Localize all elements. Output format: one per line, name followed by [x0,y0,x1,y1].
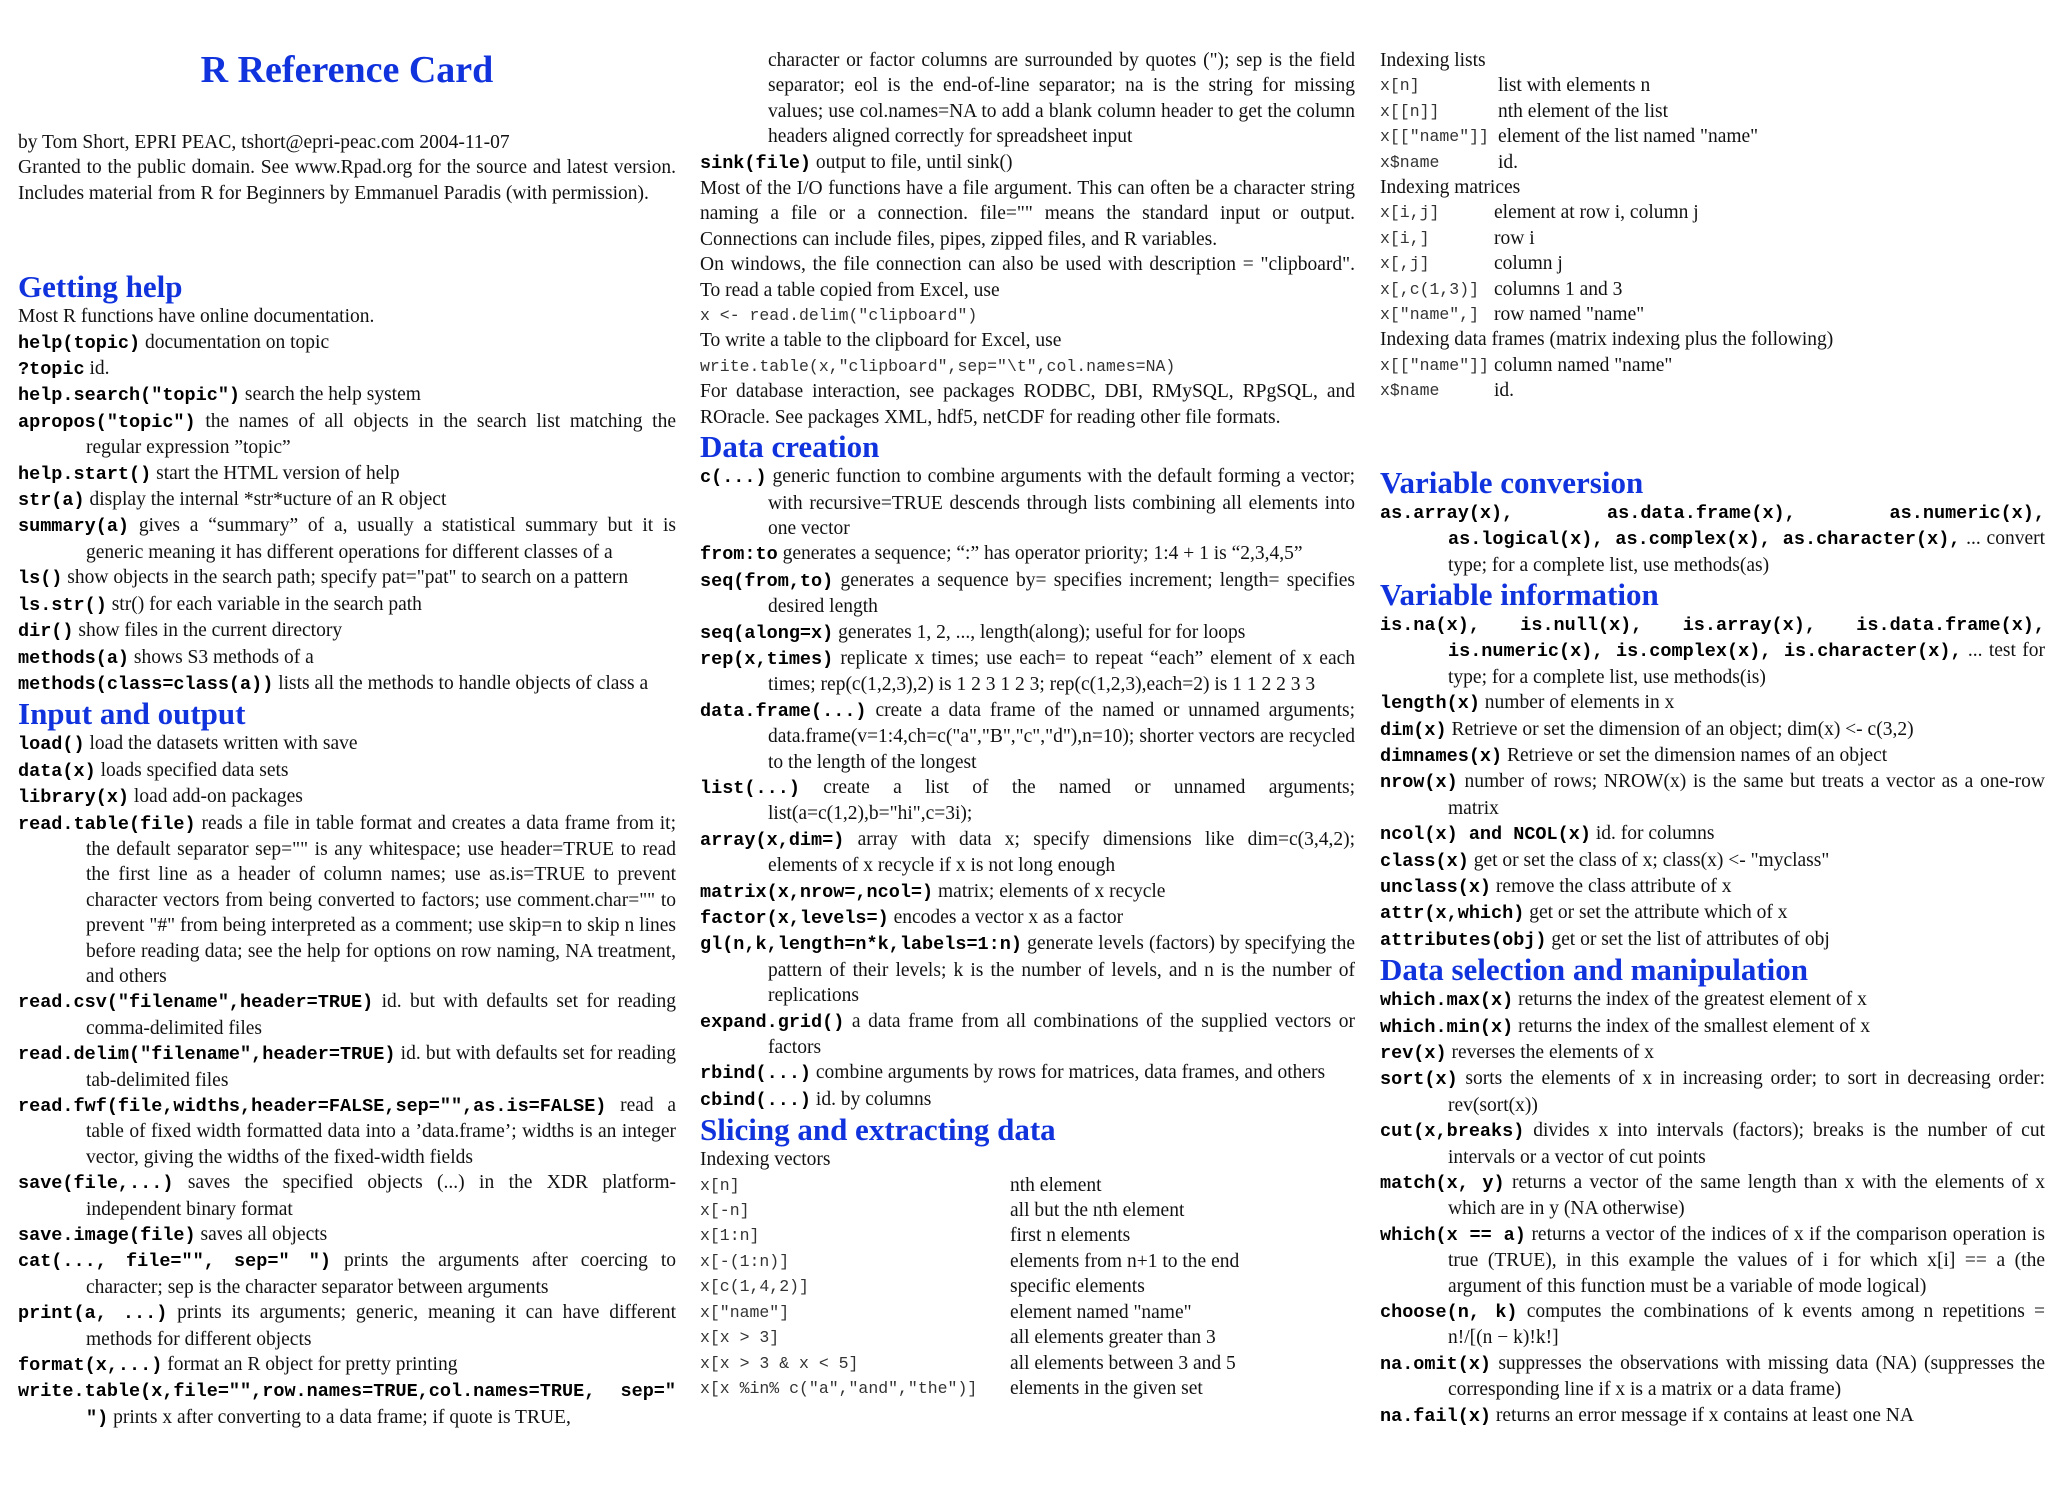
table-row [1380,226,2045,251]
entry-desc: a data frame from all combinations of the supplied vectors or factors [768,1010,1356,1059]
entry-cmd: which.min(x) [1380,1016,1514,1038]
entry [1380,1118,2045,1170]
entry-cmd: class(x) [1380,850,1469,872]
io-note-2-code: x <- read.delim("clipboard") [700,306,978,326]
entry [1380,717,2045,743]
entry-desc: ... convert type; for a complete list, use methods(as) [1448,528,2046,576]
heading-getting-help: Getting help [18,269,183,305]
entry-desc: display the internal *str*ucture of an R object [89,489,447,511]
entry [18,487,676,513]
entry-cmd: save(file,...) [18,1173,174,1195]
entry-cmd: data(x) [18,760,96,782]
index-expression: x[n] [700,1175,740,1195]
entry-cmd: array(x,dim=) [700,829,845,851]
entry [18,513,676,565]
table-row [1380,251,2045,276]
entry [1380,848,2045,874]
entry [18,592,676,618]
table-row [700,1376,1355,1401]
table-row [700,1198,1355,1223]
entry-cmd: methods(class=class(a)) [18,673,274,695]
table-row [700,1249,1355,1274]
index-description: row named "name" [1494,304,1645,326]
index-expression: x[-(1:n)] [700,1251,790,1271]
table-row [700,1351,1355,1376]
table-row [700,1274,1355,1299]
entry-desc: id. by columns [815,1088,932,1110]
entry [18,784,676,810]
heading-variable-information: Variable information [1380,576,1659,612]
entry-cmd: ls.str() [18,594,107,616]
entry-cmd: length(x) [1380,693,1480,715]
entry [700,1009,1355,1061]
index-description: row i [1494,227,1535,249]
entry-cmd: summary(a) [18,516,130,538]
write-table-continuation: character or factor columns are surrounded by quotes ("); sep is the field separator; eol is the end-of-line separator; na is the string for missing values; use col.names=NA to add a blank column header to get the column headers aligned correctly for spreadsheet input [768,50,1355,148]
entry-cmd: sink(file) [700,152,812,174]
entry-desc: load the datasets written with save [89,733,358,755]
index-description: first n elements [1010,1225,1131,1247]
entry-cmd: c(...) [700,467,767,489]
index-expression: x[["name"]] [1380,127,1489,147]
entry-cmd: cbind(...) [700,1089,812,1111]
index-expression: x["name",] [1380,305,1480,325]
entry-desc: documentation on topic [145,331,330,353]
entry-desc: replicate x times; use each= to repeat “each” element of x each times; rep(c(1,2,3),2) is 1 2 3 1 2 3; rep(c(1,2,3),each=2) is 1 1 2 2 3 3 [768,647,1356,696]
entry [18,1352,676,1378]
table-row [700,1300,1355,1325]
entry [700,775,1355,827]
heading-data-creation: Data creation [700,429,880,465]
entry [700,931,1355,1008]
entry [700,568,1355,620]
entry [18,618,676,644]
entry-desc: generates a sequence by= specifies increment; length= specifies desired length [768,569,1355,618]
index-description: elements from n+1 to the end [1010,1250,1240,1272]
index-expression: x[x %in% c("a","and","the")] [700,1378,978,1398]
table-row [700,1325,1355,1350]
index-expression: x[[n]] [1380,101,1440,121]
entry-cmd: load() [18,734,85,756]
io-note-3-code: write.table(x,"clipboard",sep="\t",col.names=NA) [700,356,1176,376]
license-text: Granted to the public domain. See www.Rpad.org for the source and latest version. Includes material from R for Beginners by Emmanuel Paradis (with permission). [18,157,676,204]
entry-cmd: dimnames(x) [1380,745,1503,767]
entry [700,827,1355,879]
entry-desc: returns a vector of the indices of x if the comparison operation is true (TRUE), in this example the values of i for which x[i] == a (the argument of this function must be a variable of mode logical) [1448,1223,2046,1297]
index-expression: x[,c(1,3)] [1380,279,1480,299]
index-description: column named "name" [1494,354,1673,376]
entry-cmd: ls() [18,568,63,590]
entry-desc: remove the class attribute of x [1495,875,1732,897]
index-expression: x[,j] [1380,254,1430,274]
entry-desc: id. but with defaults set for reading tab-delimited files [86,1043,676,1091]
entry-cmd: which(x == a) [1380,1224,1526,1246]
heading-variable-conversion: Variable conversion [1380,464,1644,500]
data-creation-list [700,464,1355,1113]
entry-cmd: str(a) [18,490,85,512]
indexing-matrices-table [1380,200,2045,327]
entry-cmd: data.frame(...) [700,700,867,722]
entry-cmd: list(...) [700,777,800,799]
entry-desc: str() for each variable in the search path [111,593,422,615]
table-row [1380,200,2045,225]
heading-slicing: Slicing and extracting data [700,1112,1056,1148]
entry-desc: the names of all objects in the search list matching the regular expression ”topic” [86,410,676,459]
entry-cmd: dir() [18,621,74,643]
entry-desc: start the HTML version of help [156,462,400,484]
entry [1380,987,2045,1013]
entry [1380,1014,2045,1040]
entry [18,1248,676,1300]
heading-input-output: Input and output [18,696,246,732]
entry-desc: shows S3 methods of a [133,646,314,668]
entry-cmd: format(x,...) [18,1355,163,1377]
index-description: element named "name" [1010,1301,1192,1323]
entry [18,565,676,591]
variable-information-entry [1380,612,2045,690]
entry-desc: suppresses the observations with missing data (NA) (suppresses the corresponding line if x is a matrix or a data frame) [1448,1352,2046,1401]
indexing-frames-title: Indexing data frames (matrix indexing plus the following) [1380,329,1834,351]
index-description: all elements between 3 and 5 [1010,1352,1236,1374]
entry-cmd: gl(n,k,length=n*k,labels=1:n) [700,934,1022,956]
entry [18,1378,676,1431]
entry-cmd: rev(x) [1380,1043,1447,1064]
entry-desc: generates 1, 2, ..., length(along); useful for for loops [838,621,1246,643]
entry [1380,1170,2045,1222]
entry [18,1093,676,1170]
entry-desc: generic function to combine arguments with the default forming a vector; with recursive=TRUE descends through lists combining all elements into one vector [768,466,1356,539]
entry-desc: divides x into intervals (factors); breaks is the number of cut intervals or a vector of cut points [1448,1120,2045,1168]
entry-desc: generates a sequence; “:” has operator priority; 1:4 + 1 is “2,3,4,5” [782,543,1303,565]
entry-desc: output to file, until sink() [815,151,1013,173]
entry-cmd: ncol(x) and NCOL(x) [1380,824,1591,846]
index-description: element at row i, column j [1494,202,1699,224]
entry-cmd: attr(x,which) [1380,903,1525,925]
table-row [1380,150,2045,175]
entry-cmd: unclass(x) [1380,876,1492,898]
indexing-lists-title: Indexing lists [1380,50,1486,71]
entry [18,461,676,487]
entry [1380,743,2045,769]
entry-cmd: from:to [700,544,778,566]
entry-desc: combine arguments by rows for matrices, data frames, and others [815,1062,1326,1084]
entry-cmd: seq(along=x) [700,622,834,644]
index-expression: x[-n] [700,1201,750,1221]
entry-cmd: write.table(x,file="",row.names=TRUE,col.names=TRUE, sep=" ") [18,1381,676,1429]
entry-sink [700,150,1355,176]
entry-desc: encodes a vector x as a factor [893,907,1124,928]
entry [1380,1351,2045,1403]
table-row [1380,378,2045,403]
entry-desc: saves all objects [200,1224,328,1246]
entry [1380,690,2045,716]
entry-cmd: help.start() [18,463,152,485]
entry-desc: generate levels (factors) by specifying the pattern of their levels; k is the number of levels, and n is the number of replications [768,933,1355,1007]
entry-cmd: attributes(obj) [1380,929,1547,951]
entry-desc: Retrieve or set the dimension names of an object [1507,744,1888,766]
page-title: R Reference Card [200,49,494,91]
entry-desc: get or set the attribute which of x [1529,902,1788,924]
index-expression: x[c(1,4,2)] [700,1277,809,1297]
index-description: element of the list named "name" [1498,126,1759,148]
entry-desc: reads a file in table format and creates a data frame from it; the default separator sep="" is any whitespace; use header=TRUE to read the first line as a header of column names; use as.is=TRUE to prevent character vectors from being converted to factors; use comment.char="" to prevent "#" from being interpreted as a comment; use skip=n to skip n lines before reading data; see the help for options on row naming, NA treatment, and others [86,812,677,987]
entry [18,811,676,990]
entry [18,409,676,461]
index-expression: x[["name"]] [1380,355,1489,375]
entry-desc: read a table of fixed width formatted data into a ’data.frame’; widths is an integer vector, giving the widths of the fixed-width fields [86,1095,676,1168]
table-row [1380,353,2045,378]
indexing-frames-table [1380,353,2045,404]
index-description: id. [1498,151,1519,173]
variable-conversion-entry [1380,500,2045,578]
entry-cmd: cat(..., file="", sep=" ") [18,1251,331,1273]
column-middle [700,0,1355,1401]
index-expression: x[x > 3] [700,1328,780,1348]
entry [18,645,676,671]
entry-cmd: na.fail(x) [1380,1405,1492,1427]
entry-desc: returns the index of the smallest element of x [1518,1015,1871,1037]
column-left [18,0,676,1431]
entry-desc: returns an error message if x contains at least one NA [1495,1404,1914,1426]
io-note-2: On windows, the file connection can also be used with description = "clipboard". To read a table copied from Excel, use [700,254,1355,301]
entry-desc: get or set the list of attributes of obj [1551,928,1830,950]
entry [1380,1222,2045,1299]
entry-desc: prints its arguments; generic, meaning it can have different methods for different objects [86,1302,677,1350]
indexing-vectors-table [700,1173,1355,1402]
entry-desc: id. [89,358,110,380]
entry-cmd: choose(n, k) [1380,1302,1518,1324]
indexing-lists-table [1380,73,2045,175]
entry-cmd: which.max(x) [1380,990,1514,1012]
index-description: columns 1 and 3 [1494,278,1623,300]
entry-cmd: factor(x,levels=) [700,908,889,929]
table-row [1380,277,2045,302]
entry-desc: load add-on packages [133,786,303,808]
entry-desc: create a data frame of the named or unnamed arguments; data.frame(v=1:4,ch=c("a","B","c","d"),n=10); shorter vectors are recycled to the length of the longest [768,699,1355,773]
entry-cmd: help.search("topic") [18,385,241,407]
entry-cmd: is.na(x), is.null(x), is.array(x), is.data.frame(x), is.numeric(x), is.complex(x), is.character(x), [1380,614,2045,663]
entry [18,330,676,356]
index-description: all but the nth element [1010,1200,1185,1222]
entry-desc: ... test for type; for a complete list, use methods(is) [1448,640,2045,688]
entry-desc: matrix; elements of x recycle [938,880,1166,902]
entry [1380,1299,2045,1351]
entry-cmd: rbind(...) [700,1063,812,1085]
entry-desc: number of rows; NROW(x) is the same but treats a vector as a one-row matrix [1448,771,2046,819]
table-row [700,1223,1355,1248]
entry-cmd: save.image(file) [18,1225,196,1247]
entry-desc: saves the specified objects (...) in the XDR platform-independent binary format [86,1172,677,1220]
index-expression: x$name [1380,152,1440,172]
entry [700,464,1355,541]
input-output-list [18,731,676,1431]
entry-cmd: match(x, y) [1380,1173,1505,1195]
table-row [700,1173,1355,1198]
io-note-4: For database interaction, see packages RODBC, DBI, RMySQL, RPgSQL, and ROracle. See packages XML, hdf5, netCDF for reading other file formats. [700,381,1355,428]
entry-desc: returns a vector of the same length than x with the elements of x which are in y (NA otherwise) [1448,1172,2046,1220]
entry [18,1041,676,1093]
entry [700,541,1355,567]
entry-desc: prints x after converting to a data frame; if quote is TRUE, [113,1406,571,1428]
index-description: nth element [1010,1174,1102,1196]
getting-help-list [18,330,676,698]
entry [700,698,1355,775]
entry-desc: array with data x; specify dimensions like dim=c(3,4,2); elements of x recycle if x is not long enough [768,828,1356,877]
index-expression: x[i,] [1380,228,1430,248]
entry [700,1060,1355,1086]
entry-cmd: dim(x) [1380,719,1447,741]
io-note-1: Most of the I/O functions have a file argument. This can often be a character string naming a file or a connection. file="" means the standard input or output. Connections can include files, pipes, zipped files, and R variables. [700,178,1355,250]
entry [700,620,1355,646]
data-selection-list [1380,987,2045,1429]
entry-cmd: matrix(x,nrow=,ncol=) [700,881,934,903]
index-expression: x[n] [1380,76,1420,96]
entry-cmd: help(topic) [18,332,141,354]
entry [1380,1066,2045,1118]
entry-cmd: nrow(x) [1380,772,1458,794]
table-row [1380,73,2045,98]
entry-cmd: ?topic [18,359,85,381]
entry-desc: gives a “summary” of a, usually a statistical summary but it is generic meaning it has different operations for different classes of a [86,515,676,563]
entry [18,1300,676,1352]
index-expression: x[x > 3 & x < 5] [700,1353,859,1373]
entry [1380,874,2045,900]
entry [18,382,676,408]
entry [700,879,1355,905]
entry-desc: id. but with defaults set for reading comma-delimited files [86,991,676,1039]
entry [700,1087,1355,1113]
entry-desc: reverses the elements of x [1451,1042,1655,1063]
io-note-3: To write a table to the clipboard for Excel, use [700,330,1062,352]
index-description: specific elements [1010,1276,1145,1298]
entry-desc: returns the index of the greatest element of x [1518,989,1867,1011]
entry-cmd: read.fwf(file,widths,header=FALSE,sep="",as.is=FALSE) [18,1096,607,1117]
entry [18,731,676,757]
index-description: id. [1494,380,1515,402]
entry [18,758,676,784]
index-expression: x[i,j] [1380,203,1440,223]
variable-information-list [1380,690,2045,953]
entry-cmd: na.omit(x) [1380,1353,1492,1375]
entry [1380,821,2045,847]
index-description: nth element of the list [1498,100,1669,122]
table-row [1380,124,2045,149]
table-row [1380,302,2045,327]
index-expression: x[1:n] [700,1226,760,1246]
entry-desc: show objects in the search path; specify pat="pat" to search on a pattern [67,567,629,589]
entry-cmd: expand.grid() [700,1011,845,1033]
entry [700,905,1355,931]
entry [1380,1403,2045,1429]
index-description: column j [1494,253,1563,275]
entry [1380,769,2045,821]
entry [18,356,676,382]
entry [1380,927,2045,953]
entry-cmd: rep(x,times) [700,648,834,670]
index-description: elements in the given set [1010,1377,1203,1399]
entry-desc: get or set the class of x; class(x) <- "myclass" [1473,849,1830,871]
entry-desc: computes the combinations of k events among n repetitions = n!/[(n − k)!k!] [1448,1301,2045,1349]
table-row [1380,99,2045,124]
entry-cmd: methods(a) [18,647,130,669]
entry-desc: number of elements in x [1484,692,1675,714]
getting-help-intro: Most R functions have online documentation. [18,306,375,328]
entry-desc: Retrieve or set the dimension of an object; dim(x) <- c(3,2) [1451,718,1914,740]
index-expression: x$name [1380,381,1440,401]
slicing-subheading: Indexing vectors [700,1149,831,1171]
entry [18,1170,676,1222]
entry-desc: create a list of the named or unnamed arguments; list(a=c(1,2),b="hi",c=3i); [768,776,1356,825]
entry [1380,1040,2045,1066]
index-expression: x["name"] [700,1302,790,1322]
entry-desc: prints the arguments after coercing to character; sep is the character separator between arguments [86,1250,676,1298]
entry-cmd: sort(x) [1380,1069,1458,1091]
index-description: list with elements n [1498,75,1651,97]
entry [1380,900,2045,926]
entry [18,671,676,697]
entry-cmd: cut(x,breaks) [1380,1121,1525,1143]
entry-cmd: print(a, ...) [18,1303,168,1325]
entry-desc: show files in the current directory [78,620,343,642]
entry-cmd: seq(from,to) [700,570,834,592]
entry-cmd: apropos("topic") [18,411,196,433]
entry-desc: format an R object for pretty printing [167,1354,458,1376]
entry-desc: search the help system [244,384,421,406]
entry-cmd: read.delim("filename",header=TRUE) [18,1044,396,1066]
entry-desc: loads specified data sets [100,759,289,781]
entry [18,989,676,1041]
entry-desc: lists all the methods to handle objects of class a [278,672,649,694]
index-description: all elements greater than 3 [1010,1327,1216,1349]
heading-data-selection: Data selection and manipulation [1380,952,1809,988]
indexing-matrices-title: Indexing matrices [1380,177,1521,199]
column-right [1380,0,2045,1429]
entry-cmd: library(x) [18,787,130,809]
entry-cmd: read.table(file) [18,813,196,835]
entry-cmd: as.array(x), as.data.frame(x), as.numeric(x), as.logical(x), as.complex(x), as.character(x), [1380,502,2045,551]
entry-desc: sorts the elements of x in increasing order; to sort in decreasing order: rev(sort(x)) [1448,1068,2045,1116]
entry-cmd: read.csv("filename",header=TRUE) [18,992,374,1014]
entry [700,646,1355,698]
entry-desc: id. for columns [1595,823,1715,845]
entry [18,1222,676,1248]
byline: by Tom Short, EPRI PEAC, tshort@epri-peac.com 2004-11-07 [18,132,510,153]
